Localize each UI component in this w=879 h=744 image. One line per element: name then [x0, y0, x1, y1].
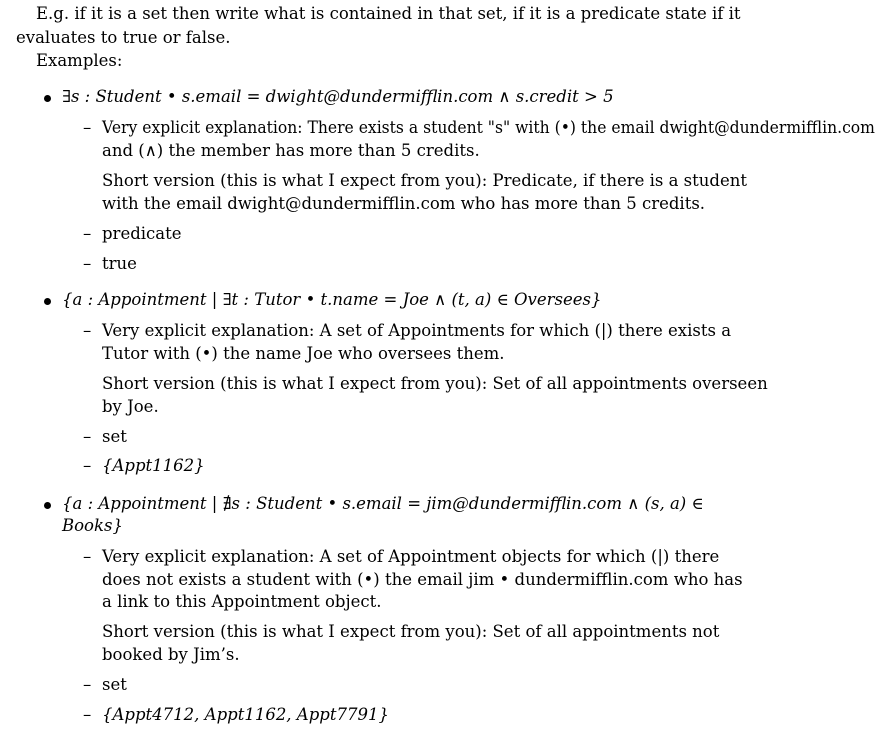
dash-value-3: –	[83, 705, 92, 724]
short-2-line-1: Short version (this is what I expect from you): Set of all appointments overseen	[102, 374, 768, 393]
dash-explicit-1: –	[83, 118, 92, 137]
value-2: {Appt1162}	[102, 456, 205, 475]
type-3: set	[102, 675, 127, 694]
dash-type-3: –	[83, 675, 92, 694]
short-2-line-2: by Joe.	[102, 397, 159, 416]
explicit-3-line-3: a link to this Appointment object.	[102, 592, 382, 611]
bullet-2	[44, 298, 51, 305]
dash-type-2: –	[83, 427, 92, 446]
explicit-3-line-1: Very explicit explanation: A set of Appointment objects for which (|) there	[102, 547, 720, 566]
bullet-3	[44, 502, 51, 509]
explicit-1-line-1: Very explicit explanation: There exists a student "s" with (•) the email dwight@dundermifflin.com	[102, 118, 875, 137]
examples-label: Examples:	[36, 51, 123, 70]
explicit-3-line-2: does not exists a student with (•) the email jim • dundermifflin.com who has	[102, 570, 743, 589]
value-1: true	[102, 254, 137, 273]
short-3-line-1: Short version (this is what I expect from you): Set of all appointments not	[102, 622, 720, 641]
short-1-line-2: with the email dwight@dundermifflin.com who has more than 5 credits.	[102, 194, 706, 213]
explicit-2-line-1: Very explicit explanation: A set of Appointments for which (|) there exists a	[102, 321, 732, 340]
explicit-1-line-2: and (∧) the member has more than 5 credits.	[102, 141, 480, 160]
dash-value-1: –	[83, 254, 92, 273]
bullet-1	[44, 95, 51, 102]
type-2: set	[102, 427, 127, 446]
dash-explicit-2: –	[83, 321, 92, 340]
intro-line-1: E.g. if it is a set then write what is contained in that set, if it is a predicate state if it	[36, 4, 741, 23]
short-1-line-1: Short version (this is what I expect from you): Predicate, if there is a student	[102, 171, 747, 190]
formula-2: {a : Appointment | ∃t : Tutor • t.name = Joe ∧ (t, a) ∈ Oversees}	[62, 290, 602, 309]
formula-3-line-1: {a : Appointment | ∄s : Student • s.email = jim@dundermifflin.com ∧ (s, a) ∈	[62, 494, 704, 513]
dash-type-1: –	[83, 224, 92, 243]
explicit-2-line-2: Tutor with (•) the name Joe who oversees them.	[102, 344, 505, 363]
dash-explicit-3: –	[83, 547, 92, 566]
intro-line-2: evaluates to true or false.	[16, 28, 231, 47]
short-3-line-2: booked by Jim’s.	[102, 645, 240, 664]
formula-1: ∃s : Student • s.email = dwight@dundermifflin.com ∧ s.credit > 5	[62, 87, 614, 106]
dash-value-2: –	[83, 456, 92, 475]
formula-3-line-2: Books}	[62, 516, 123, 535]
type-1: predicate	[102, 224, 182, 243]
value-3: {Appt4712, Appt1162, Appt7791}	[102, 705, 389, 724]
